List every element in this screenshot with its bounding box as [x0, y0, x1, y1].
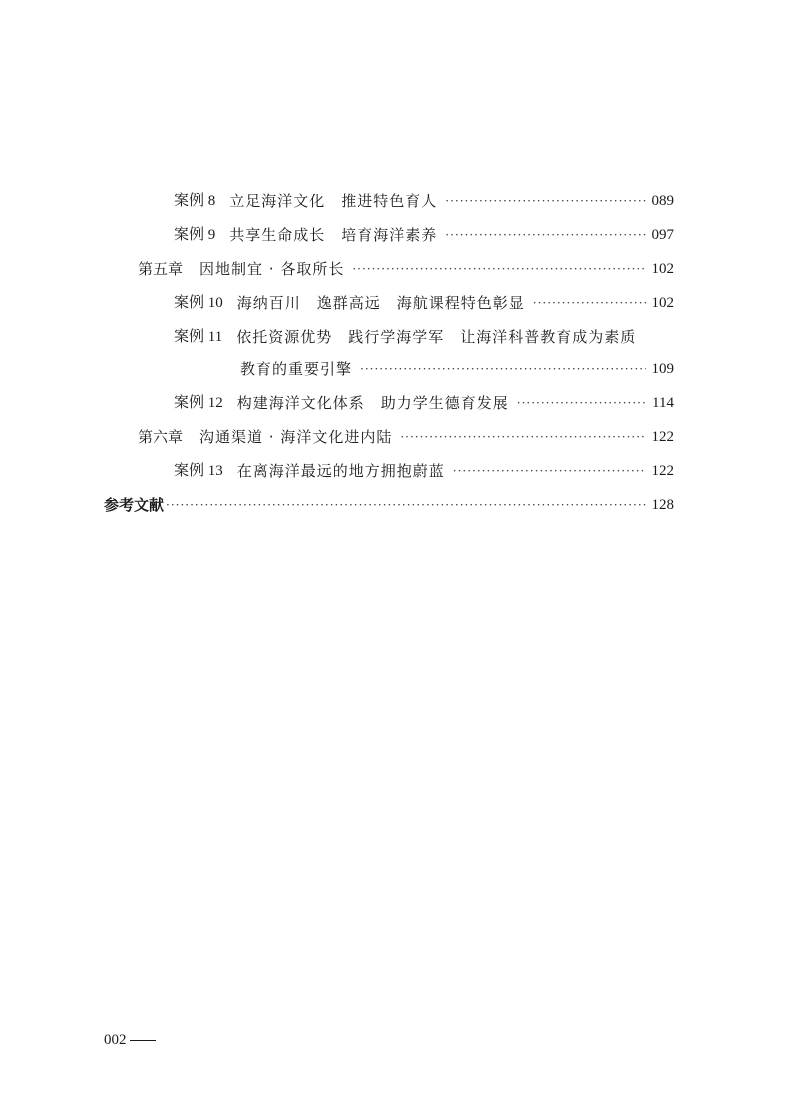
toc-entry-case-11-continued[interactable]	[240, 352, 674, 386]
toc-entry-label: 案例 8	[174, 193, 216, 209]
toc-entry-title-continued: 教育的重要引擎	[240, 360, 353, 378]
toc-entry-title: 构建海洋文化体系 助力学生德育发展	[236, 394, 509, 412]
dot-leader	[352, 252, 645, 286]
toc-entry-case-8[interactable]	[174, 184, 674, 218]
dot-leader	[166, 488, 645, 522]
toc-entry-case-13[interactable]	[174, 454, 674, 488]
toc-entry-label: 案例 9	[174, 227, 216, 243]
toc-entry-case-10[interactable]	[174, 286, 674, 320]
footer-rule	[130, 1040, 156, 1041]
page-footer	[104, 1032, 156, 1049]
toc-entry-title: 参考文献	[104, 496, 165, 514]
dot-leader	[533, 286, 646, 320]
toc-entry-title: 因地制宜 · 各取所长	[199, 260, 345, 278]
dot-leader	[445, 184, 645, 218]
dot-leader	[400, 420, 645, 454]
toc-entry-page: 097	[651, 227, 674, 243]
dot-leader	[517, 386, 646, 420]
toc-entry-title: 依托资源优势 践行学海学军 让海洋科普教育成为素质	[236, 328, 637, 346]
toc-entry-label: 案例 12	[174, 395, 223, 411]
toc-entry-title: 共享生命成长 培育海洋素养	[229, 226, 438, 244]
toc-entry-label: 案例 13	[174, 463, 223, 479]
dot-leader	[453, 454, 646, 488]
toc-entry-title: 沟通渠道 · 海洋文化进内陆	[199, 428, 393, 446]
dot-leader	[445, 218, 645, 252]
toc-entry-page: 122	[651, 429, 674, 445]
toc-entry-label: 第六章	[138, 428, 184, 446]
toc-entry-case-9[interactable]	[174, 218, 674, 252]
toc-entry-page: 102	[651, 295, 674, 311]
toc-entry-references[interactable]	[104, 488, 674, 522]
toc-entry-chapter-5[interactable]	[138, 252, 674, 286]
toc-entry-page: 109	[651, 361, 674, 377]
toc-entry-label: 案例 10	[174, 295, 223, 311]
toc-entry-page: 128	[651, 497, 674, 513]
toc-entry-title: 在离海洋最远的地方拥抱蔚蓝	[236, 462, 445, 480]
toc-entry-case-12[interactable]	[174, 386, 674, 420]
page-number: 002	[104, 1032, 127, 1048]
toc-entry-label: 案例 11	[174, 329, 223, 345]
dot-leader	[360, 352, 645, 386]
toc-entry-label: 第五章	[138, 260, 184, 278]
toc-entry-chapter-6[interactable]	[138, 420, 674, 454]
toc-entry-page: 114	[652, 395, 674, 411]
toc-entry-case-11[interactable]	[174, 320, 674, 354]
toc-entry-title: 海纳百川 逸群高远 海航课程特色彰显	[236, 294, 525, 312]
toc-entry-page: 122	[651, 463, 674, 479]
toc-entry-page: 102	[651, 261, 674, 277]
toc-entry-title: 立足海洋文化 推进特色育人	[229, 192, 438, 210]
toc-entry-page: 089	[651, 193, 674, 209]
